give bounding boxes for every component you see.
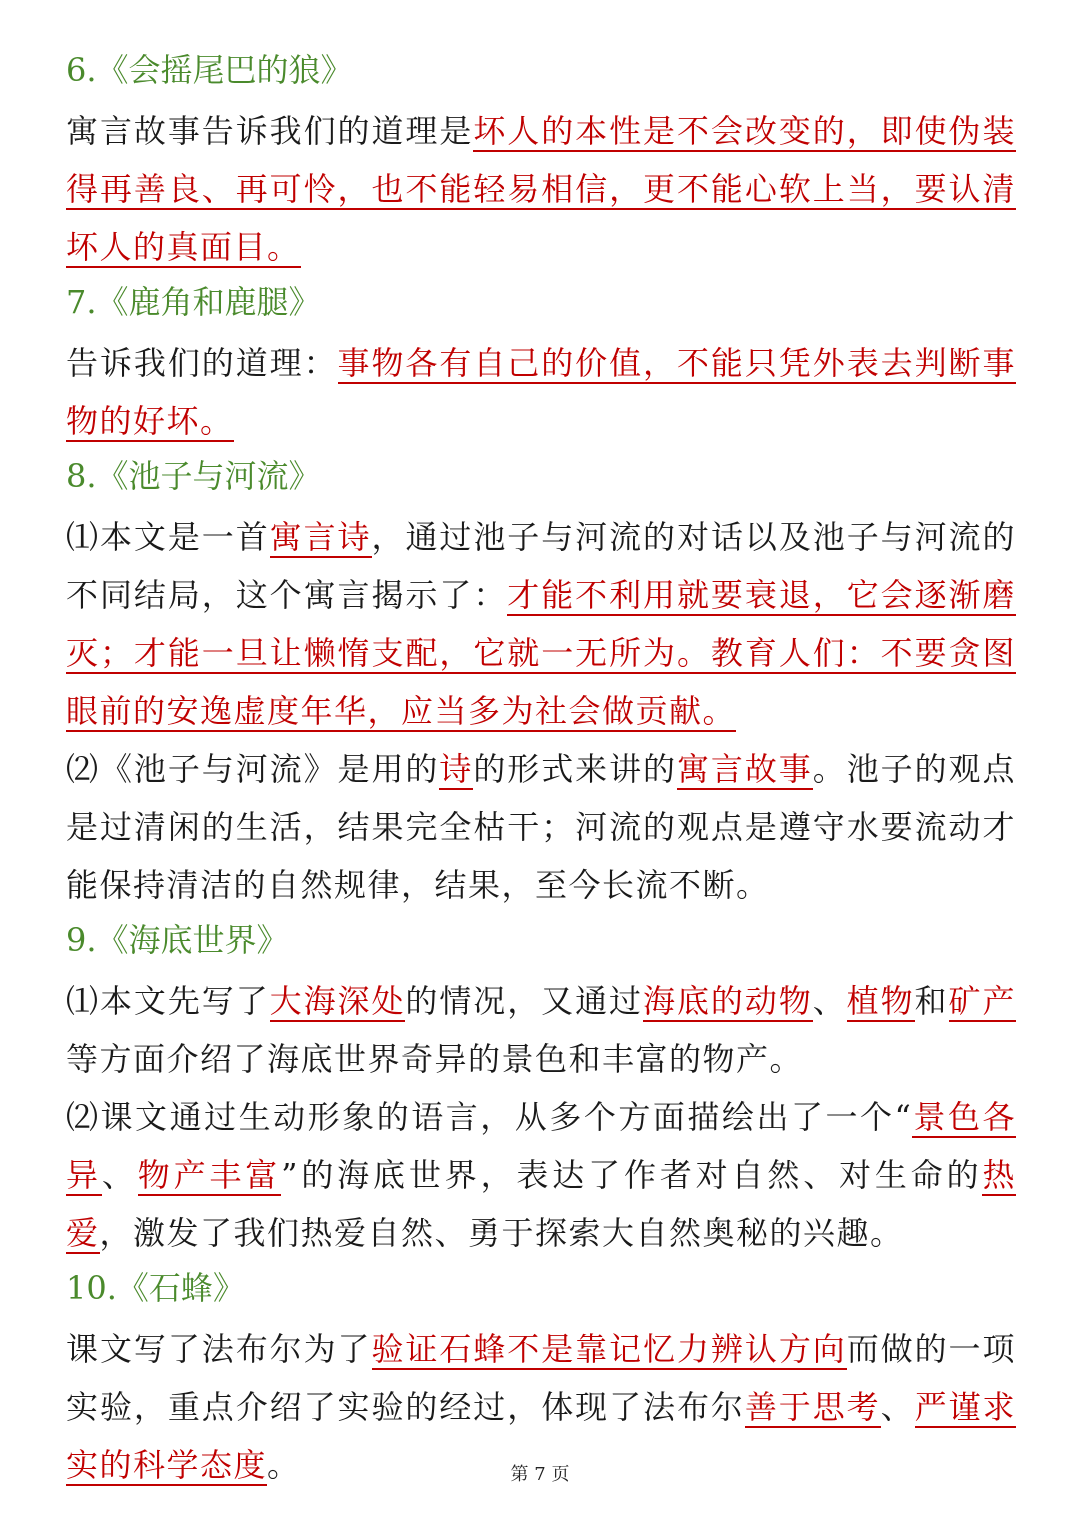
section-10-title: 10.《石蜂》	[66, 1269, 245, 1307]
text-span: 等方面介绍了海底世界奇异的景色和丰富的物产。	[66, 1040, 804, 1078]
answer-span: 寓言故事	[676, 750, 813, 788]
section-9-paragraph-2	[66, 1088, 1016, 1262]
page-content	[66, 44, 1016, 1494]
section-6-title: 6.《会摇尾巴的狼》	[66, 51, 353, 89]
text-span: 、	[880, 1388, 915, 1426]
text-span: 的形式来讲的	[473, 750, 677, 788]
text-span: ⑴本文先写了	[66, 982, 270, 1020]
text-span: 的情况，又通过	[405, 982, 643, 1020]
answer-span: 寓言诗	[269, 518, 372, 556]
text-span: 而做的一项实验，重点介绍了实验的经过，体现了法布尔	[66, 1330, 1016, 1426]
answer-span: 坏人的本性是不会改变的，即使伪装得再善良、再可怜，也不能轻易相信，更不能心软上当，要认清坏人的真面目。	[66, 112, 1016, 266]
text-span: ⑵《池子与河流》是用的	[66, 750, 440, 788]
text-span: ⑵课文通过生动形象的语言，从多个方面描绘出了一个“	[66, 1098, 913, 1136]
answer-span: 物产丰富	[137, 1156, 282, 1194]
text-span: ”的海底世界，表达了作者对自然、对生命的	[281, 1156, 983, 1194]
answer-span: 矿产	[948, 982, 1016, 1020]
section-9-title: 9.《海底世界》	[66, 921, 289, 959]
answer-span: 景色各异	[66, 1098, 1016, 1194]
section-8-title: 8.《池子与河流》	[66, 457, 321, 495]
text-span: ，激发了我们热爱自然、勇于探索大自然奥秘的兴趣。	[99, 1214, 904, 1252]
answer-span: 海底的动物	[643, 982, 813, 1020]
text-span: 和	[914, 982, 949, 1020]
text-span: 。池子的观点是过清闲的生活，结果完全枯干；河流的观点是遵守水要流动才能保持清洁的自然规律，结果，至今长流不断。	[66, 750, 1016, 904]
page-number: 第 7 页	[510, 1464, 570, 1485]
section-7-paragraph	[66, 334, 1016, 450]
answer-span: 善于思考	[744, 1388, 881, 1426]
answer-span: 诗	[439, 750, 474, 788]
section-7-title: 7.《鹿角和鹿腿》	[66, 283, 321, 321]
answer-span: 严谨求实的科学态度	[66, 1388, 1016, 1484]
answer-span: 才能不利用就要衰退，它会逐渐磨灭；才能一旦让懒惰支配，它就一无所为。教育人们：不要贪图眼前的安逸虚度年华，应当多为社会做贡献。	[66, 576, 1016, 730]
text-span: 寓言故事告诉我们的道理是	[66, 112, 474, 150]
text-span: 课文写了法布尔为了	[66, 1330, 372, 1368]
text-span: 。	[267, 1446, 301, 1484]
text-span: ⑴本文是一首	[66, 518, 270, 556]
answer-span: 热爱	[66, 1156, 1016, 1252]
section-8-paragraph-2	[66, 740, 1016, 914]
answer-span: 事物各有自己的价值，不能只凭外表去判断事物的好坏。	[66, 344, 1016, 440]
answer-span: 验证石蜂不是靠记忆力辨认方向	[371, 1330, 847, 1368]
section-9-paragraph-1	[66, 972, 1016, 1088]
section-8-paragraph-1	[66, 508, 1016, 740]
answer-span: 大海深处	[269, 982, 406, 1020]
text-span: 、	[101, 1156, 138, 1194]
section-6-paragraph	[66, 102, 1016, 276]
answer-span: 植物	[846, 982, 915, 1020]
text-span: 、	[812, 982, 847, 1020]
text-span: 告诉我们的道理：	[66, 344, 338, 382]
text-span: ，通过池子与河流的对话以及池子与河流的不同结局，这个寓言揭示了：	[66, 518, 1016, 614]
